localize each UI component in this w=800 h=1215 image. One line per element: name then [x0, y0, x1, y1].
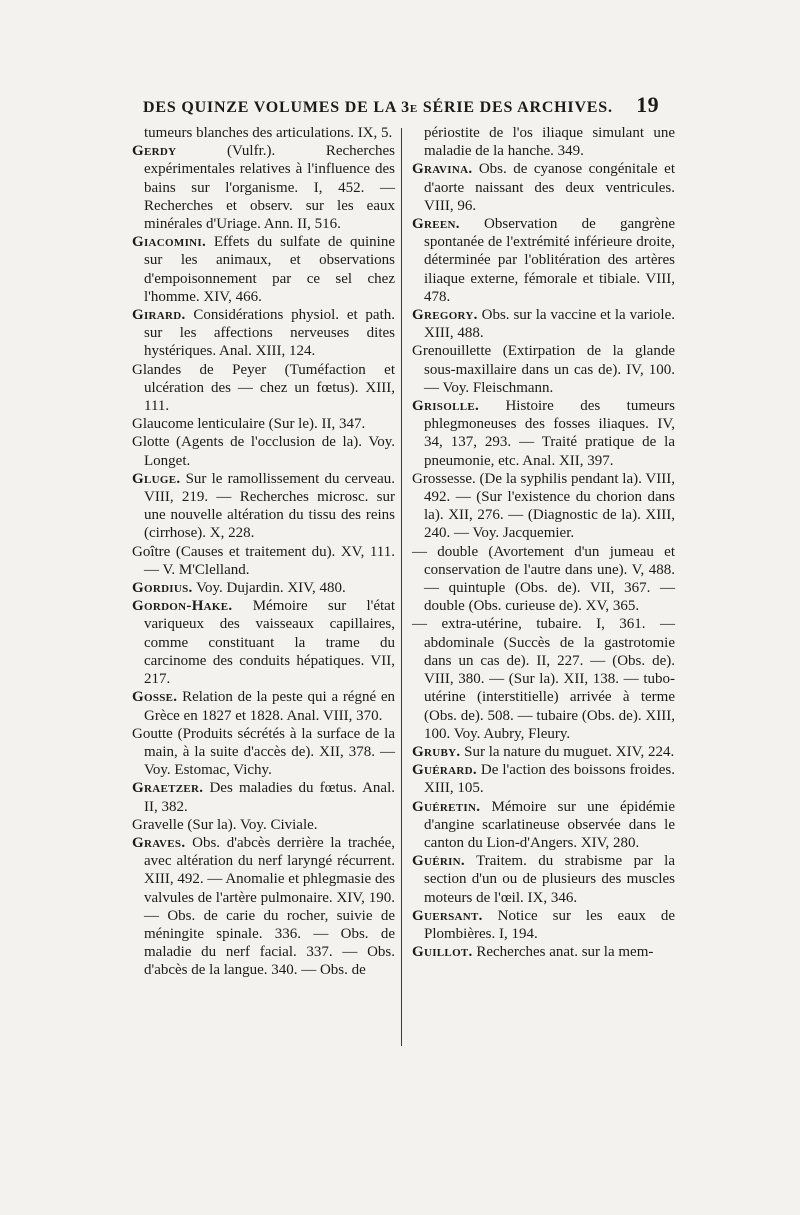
entry-text: Notice sur les eaux de Plombières. I, 194.	[424, 907, 675, 942]
index-entry	[132, 597, 395, 688]
right-column	[412, 124, 675, 961]
index-entry	[132, 233, 395, 306]
index-entry	[412, 761, 675, 797]
index-entry	[412, 852, 675, 907]
entry-text: Obs. sur la vaccine et la variole. XIII, 488.	[424, 307, 675, 342]
index-entry	[412, 943, 675, 961]
entry-author: Graves.	[132, 834, 186, 851]
index-entry	[132, 543, 395, 579]
entry-text: Obs. de cyanose congénitale et d'aorte naissant des deux ventricules. VIII, 96.	[424, 161, 675, 214]
index-entry	[132, 142, 395, 233]
entry-text: Observation de gangrène spontanée de l'extrémité inférieure droite, déterminée par l'oblitération des artères iliaque externe, fémorale et tibiale. VIII, 478.	[424, 216, 675, 305]
index-entry	[412, 160, 675, 215]
entry-text: Goutte (Produits sécrétés à la surface de la main, à la suite d'accès de). XII, 378. — Voy. Estomac, Vichy.	[132, 725, 395, 779]
entry-text: Goître (Causes et traitement du). XV, 111. — V. M'Clelland.	[132, 543, 395, 578]
index-entry	[132, 415, 395, 433]
index-entry	[412, 124, 675, 160]
index-entry	[132, 834, 395, 980]
page-header	[143, 92, 659, 118]
index-entry	[132, 306, 395, 361]
entry-author: Gordon-Hake.	[132, 598, 233, 615]
entry-author: Giacomini.	[132, 234, 207, 251]
entry-author: Grisolle.	[412, 398, 480, 415]
entry-author: Guérin.	[412, 853, 465, 870]
entry-author: Gerdy	[132, 143, 177, 160]
entry-author: Graetzer.	[132, 780, 204, 797]
entry-text: Sur la nature du muguet. XIV, 224.	[460, 743, 675, 760]
entry-author: Guérard.	[412, 762, 477, 779]
index-entry	[132, 361, 395, 416]
entry-text: périostite de l'os iliaque simulant une maladie de la hanche. 349.	[424, 125, 675, 160]
entry-text: Gravelle (Sur la). Voy. Civiale.	[132, 816, 318, 833]
index-entry	[412, 615, 675, 742]
entry-text: Recherches anat. sur la mem-	[472, 944, 654, 961]
entry-author: Gosse.	[132, 689, 178, 706]
entry-text: Traitem. du strabisme par la section d'un ou de plusieurs des muscles moteurs de l'œil. IX, 346.	[424, 853, 675, 906]
entry-author: Guillot.	[412, 944, 473, 961]
entry-text: Grossesse. (De la syphilis pendant la). VIII, 492. — (Sur l'existence du chorion dans la). XII, 276. — (Diagnostic de la). XIII, 240. — Voy. Jacquemier.	[412, 470, 675, 542]
entry-text: Considérations physiol. et path. sur les affections nerveuses dites hystériques. Anal. XIII, 124.	[144, 307, 395, 360]
index-entry	[132, 725, 395, 780]
entry-text: Effets du sulfate de quinine sur les animaux, et observations d'empoisonnement par ce sel chez l'homme. XIV, 466.	[144, 234, 395, 305]
index-entry	[132, 470, 395, 543]
index-entry	[132, 779, 395, 815]
column-divider	[401, 128, 402, 1046]
entry-author: Gravina.	[412, 161, 473, 178]
left-column	[132, 124, 395, 980]
index-entry	[132, 816, 395, 834]
entry-text: Glaucome lenticulaire (Sur le). II, 347.	[132, 416, 366, 433]
entry-text: Grenouillette (Extirpation de la glande sous-maxillaire dans un cas de). IV, 100. — Voy. Fleischmann.	[412, 343, 675, 396]
entry-text: — extra-utérine, tubaire. I, 361. — abdominale (Succès de la gastrotomie dans un cas de). II, 227. — (Obs. de). VIII, 380. — (Sur la). XII, 138. — tubo-utérine (interstitielle) arrivée à terme (Obs. de). 508. — tubaire (Obs. de). XIII, 100. Voy. Aubry, Fleury.	[412, 616, 675, 742]
entry-text: Relation de la peste qui a régné en Grèce en 1827 et 1828. Anal. VIII, 370.	[144, 689, 395, 724]
entry-text: Sur le ramollissement du cerveau. VIII, 219. — Recherches microsc. sur une nouvelle altération du tissu des reins (cirrhose). X, 228.	[144, 470, 395, 542]
index-entry	[412, 543, 675, 616]
entry-author: Guéretin.	[412, 798, 481, 815]
page-number: 19	[636, 92, 659, 117]
index-entry	[132, 433, 395, 469]
entry-author: Gordius.	[132, 580, 193, 597]
index-entry	[412, 306, 675, 342]
entry-author: Green.	[412, 216, 460, 233]
index-entry	[412, 798, 675, 853]
entry-text: Histoire des tumeurs phlegmoneuses des fosses iliaques. IV, 34, 137, 293. — Traité pratique de la pneumonie, etc. Anal. XII, 397.	[424, 398, 675, 469]
entry-text: Glandes de Peyer (Tuméfaction et ulcération des — chez un fœtus). XIII, 111.	[132, 361, 395, 415]
index-entry	[412, 743, 675, 761]
entry-author: Girard.	[132, 307, 186, 324]
entry-author: Gruby.	[412, 743, 461, 760]
entry-text: Obs. d'abcès derrière la trachée, avec altération du nerf laryngé récurrent. XIII, 492. — Anomalie et phlegmasie des valvules de l'artère pulmonaire. XIV, 190. — Obs. de carie du rocher, suivie de méningite spinale. 336. — Obs. de maladie du nerf facial. 337. — Obs. d'abcès de la langue. 340. — Obs. de	[144, 834, 395, 979]
entry-text: Glotte (Agents de l'occlusion de la). Voy. Longet.	[132, 434, 395, 469]
index-entry	[132, 124, 395, 142]
index-entry	[412, 342, 675, 397]
index-entry	[412, 907, 675, 943]
entry-text: (Vulfr.). Recherches expérimentales relatives à l'influence des bains sur l'organisme. I, 452. — Recherches et observ. sur les eaux minérales d'Uriage. Ann. II, 516.	[144, 143, 395, 233]
entry-text: — double (Avortement d'un jumeau et conservation de l'autre dans une). V, 488. — quintuple (Obs. de). VII, 367. — double (Obs. curieuse de). XV, 365.	[412, 543, 675, 615]
entry-author: Guersant.	[412, 907, 483, 924]
entry-text: De l'action des boissons froides. XIII, 105.	[424, 762, 675, 797]
index-entry	[412, 215, 675, 306]
entry-text: Des maladies du fœtus. Anal. II, 382.	[144, 780, 395, 815]
entry-author: Gregory.	[412, 307, 478, 324]
entry-text: Mémoire sur une épidémie d'angine scarlatineuse observée dans le canton du Lion-d'Angers. XIV, 280.	[424, 798, 675, 851]
entry-author: Gluge.	[132, 470, 181, 487]
index-entry	[412, 470, 675, 543]
entry-text: Voy. Dujardin. XIV, 480.	[192, 580, 346, 597]
running-title: DES QUINZE VOLUMES DE LA 3e SÉRIE DES ARCHIVES.	[143, 99, 613, 116]
index-entry	[412, 397, 675, 470]
index-entry	[132, 688, 395, 724]
index-entry	[132, 579, 395, 597]
entry-text: tumeurs blanches des articulations. IX, 5.	[144, 125, 393, 141]
entry-text: Mémoire sur l'état variqueux des vaisseaux capillaires, comme constituant la trame du carcinome des conduits hépatiques. VII, 217.	[144, 598, 395, 688]
